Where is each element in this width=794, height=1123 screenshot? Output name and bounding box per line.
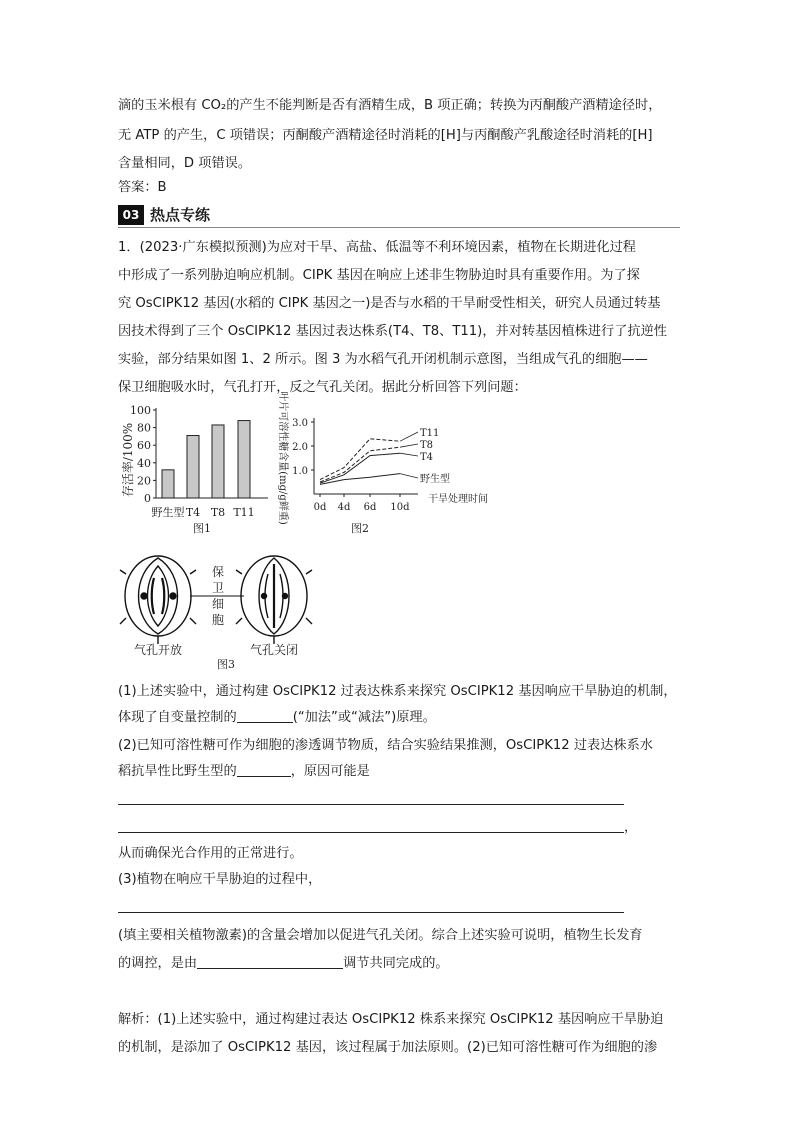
stoma-closed-drawing — [236, 556, 312, 644]
series-line-T4 — [320, 453, 400, 483]
y-tick-label: 1.0 — [292, 466, 308, 477]
bar-chart-figure-1 — [120, 404, 268, 535]
y-tick-label: 2.0 — [292, 442, 308, 453]
question-line: 因技术得到了三个 OsCIPK12 基因过表达株系(T4、T8、T11)，并对转基因植株进行了抗逆性 — [118, 324, 667, 339]
bar-T8 — [212, 425, 224, 498]
legend-leader — [400, 444, 418, 447]
legend-label: T11 — [420, 428, 440, 439]
label-stoma-closed: 气孔关闭 — [249, 643, 299, 657]
text-segment: 体现了自变量控制的 — [118, 710, 237, 725]
section-divider — [118, 227, 680, 228]
x-tick-label: T4 — [185, 506, 201, 519]
comma: ， — [624, 820, 638, 835]
y-tick-label: 100 — [130, 404, 151, 417]
subquestion-1-line: (1)上述实验中，通过构建 OsCIPK12 过表达株系来探究 OsCIPK12 基因响应干旱胁迫的机制， — [118, 684, 677, 699]
subquestion-1-line — [118, 708, 680, 728]
bar-T4 — [187, 436, 199, 498]
y-axis-label: 叶片可溶性糖含量(mg/g鲜重) — [277, 391, 288, 525]
answer-blank[interactable] — [197, 954, 343, 969]
y-axis-label: 存活率/100% — [121, 422, 135, 498]
question-line: 保卫细胞吸水时，气孔打开，反之气孔关闭。据此分析回答下列问题： — [118, 380, 527, 395]
label-guard-cell-char: 细 — [211, 597, 225, 611]
question-line: 1．(2023·广东模拟预测)为应对干旱、高盐、低温等不利环境因素，植物在长期进化过程 — [118, 240, 636, 255]
label-guard-cell-char: 保 — [211, 565, 225, 579]
label-stoma-open: 气孔开放 — [133, 643, 183, 657]
line-chart-figure-2 — [277, 391, 488, 535]
text-segment: 调节共同完成的。 — [343, 956, 449, 971]
question-line: 中形成了一系列胁迫响应机制。CIPK 基因在响应上述非生物胁迫时具有重要作用。为了探 — [118, 268, 640, 283]
text-segment: 的调控，是由 — [118, 956, 198, 971]
legend-label: T4 — [420, 452, 434, 463]
subquestion-3-line — [118, 954, 680, 974]
answer-line: 答案：B — [118, 180, 167, 195]
answer-blank-line[interactable] — [118, 804, 624, 805]
label-guard-cell-char: 胞 — [211, 613, 225, 627]
x-tick-label: 0d — [313, 502, 327, 513]
series-line-T11 — [320, 439, 400, 480]
text-line: 含量相同，D 项错误。 — [118, 156, 252, 171]
y-tick-label: 3.0 — [292, 418, 308, 429]
legend-leader — [400, 453, 418, 456]
analysis-line: 解析：(1)上述实验中，通过构建过表达 OsCIPK12 株系来探究 OsCIPK12 基因响应干旱胁迫 — [118, 1012, 664, 1027]
y-tick-label: 0 — [144, 492, 151, 505]
bar-T11 — [238, 421, 250, 498]
question-line: 实验，部分结果如图 1、2 所示。图 3 为水稻气孔开闭机制示意图，当组成气孔的细胞—— — [118, 352, 648, 367]
subquestion-2-line: 从而确保光合作用的正常进行。 — [118, 846, 303, 861]
question-line: 究 OsCIPK12 基因(水稻的 CIPK 基因之一)是否与水稻的干旱耐受性相关，研究人员通过转基 — [118, 296, 661, 311]
text-line: 无 ATP 的产生，C 项错误；丙酮酸产酒精途径时消耗的[H]与丙酮酸产乳酸途径时消耗的[H] — [118, 128, 653, 143]
figures-1-2 — [118, 391, 488, 538]
legend-label: T8 — [420, 440, 434, 451]
x-tick-label: 4d — [337, 502, 351, 513]
x-tick-label: T11 — [233, 506, 255, 519]
text-segment: ，原因可能是 — [290, 764, 370, 779]
x-tick-label: T8 — [210, 506, 226, 519]
text-segment: 稻抗旱性比野生型的 — [118, 764, 237, 779]
bar-野生型 — [162, 470, 174, 498]
stoma-open-drawing — [120, 556, 196, 644]
figure-1-caption: 图1 — [193, 522, 211, 535]
answer-blank[interactable] — [237, 762, 291, 777]
x-axis-label: 干旱处理时间 — [428, 494, 488, 505]
y-tick-label: 20 — [137, 474, 151, 488]
analysis-line: 的机制，是添加了 OsCIPK12 基因，该过程属于加法原则。(2)已知可溶性糖可作为细胞的渗 — [118, 1040, 658, 1055]
label-guard-cell-char: 卫 — [211, 581, 225, 595]
legend-leader — [400, 474, 418, 478]
x-tick-label: 野生型 — [151, 506, 185, 519]
y-tick-label: 40 — [137, 456, 151, 470]
section-number-badge: 03 — [118, 205, 144, 225]
x-tick-label: 6d — [363, 502, 377, 513]
subquestion-3-line: (填主要相关植物激素)的含量会增加以促进气孔关闭。综合上述实验可说明，植物生长发育 — [118, 928, 643, 943]
subquestion-2-line: (2)已知可溶性糖可作为细胞的渗透调节物质，结合实验结果推测，OsCIPK12 过表达株系水 — [118, 738, 653, 753]
answer-blank-line[interactable] — [118, 912, 624, 913]
legend-leader — [400, 432, 418, 441]
subquestion-3-line: (3)植物在响应干旱胁迫的过程中， — [118, 872, 322, 887]
figure-3-stomata — [118, 544, 318, 672]
answer-blank[interactable] — [237, 708, 293, 723]
subquestion-2-line — [118, 762, 680, 782]
answer-blank-line[interactable] — [118, 832, 624, 833]
y-tick-label: 80 — [137, 421, 151, 435]
legend-label: 野生型 — [420, 474, 450, 485]
text-line: 滴的玉米根有 CO₂的产生不能判断是否有酒精生成，B 项正确；转换为丙酮酸产酒精途径时， — [118, 98, 662, 113]
figure-2-caption: 图2 — [351, 522, 369, 535]
figure-3-caption: 图3 — [217, 658, 235, 671]
section-title: 热点专练 — [150, 206, 211, 224]
series-line-T8 — [320, 447, 400, 482]
y-tick-label: 60 — [137, 439, 151, 453]
x-tick-label: 10d — [390, 502, 410, 513]
text-segment: (“加法”或“减法”)原理。 — [292, 710, 436, 725]
